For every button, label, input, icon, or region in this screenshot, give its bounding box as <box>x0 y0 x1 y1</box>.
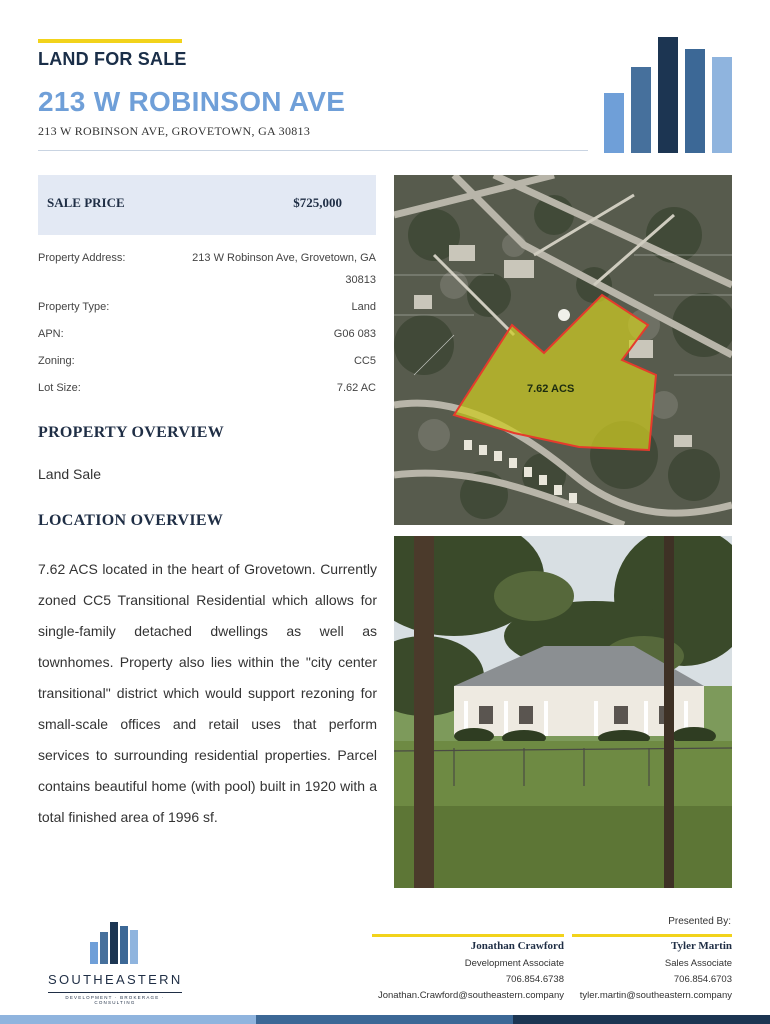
page-subtitle: 213 W ROBINSON AVE, GROVETOWN, GA 30813 <box>38 124 311 138</box>
logo-bar <box>604 93 624 153</box>
sale-price-label: SALE PRICE <box>47 195 125 210</box>
aerial-map-graphic <box>394 175 732 525</box>
sale-price-value: $725,000 <box>293 195 342 210</box>
logo-bar <box>110 922 118 964</box>
logo-bar <box>658 37 678 153</box>
location-overview-heading: LOCATION OVERVIEW <box>38 512 224 529</box>
sale-price-box <box>38 175 376 235</box>
agent-title: Sales Associate <box>664 958 732 969</box>
logo-bar <box>130 930 138 964</box>
agent-email[interactable]: tyler.martin@southeastern.company <box>579 990 732 1001</box>
presented-by-label: Presented By: <box>668 916 731 927</box>
property-type-label: Property Type: <box>38 301 110 313</box>
logo-bar <box>120 926 128 964</box>
logo-bar <box>631 67 651 153</box>
property-photo <box>394 536 732 888</box>
brand-name: SOUTHEASTERN <box>48 972 183 987</box>
logo-bar <box>712 57 732 153</box>
agent-card <box>378 940 564 1004</box>
zoning-label: Zoning: <box>38 355 75 367</box>
apn-label: APN: <box>38 328 64 340</box>
lot-size-label: Lot Size: <box>38 382 81 394</box>
location-overview-text: 7.62 ACS located in the heart of Grovetown. Currently zoned CC5 Transitional Residential which allows for single-family detached dwellings as well as townhomes. Property also lies within the "city center transitional" district which would support rezoning for small-scale offices and retail uses that perform services to surrounding residential properties. Parcel contains beautiful home (with pool) built in 1920 with a total finished area of 1996 sf. <box>38 561 377 825</box>
address-label: Property Address: <box>38 252 126 264</box>
logo-bar <box>685 49 705 153</box>
lot-size-value: 7.62 AC <box>336 382 376 394</box>
band-segment <box>0 1015 256 1024</box>
property-photo-graphic <box>394 536 732 888</box>
page-title: 213 W ROBINSON AVE <box>38 86 346 117</box>
header-accent-rule <box>38 39 182 43</box>
agent-accent-rule <box>372 934 564 937</box>
parcel-acreage-label: 7.62 ACS <box>527 383 575 395</box>
zoning-value: CC5 <box>353 355 376 367</box>
footer-logo-icon <box>90 922 138 964</box>
agent-phone[interactable]: 706.854.6738 <box>505 974 564 985</box>
property-type-value: Land <box>351 301 376 313</box>
property-overview-heading: PROPERTY OVERVIEW <box>38 424 225 441</box>
agent-name: Jonathan Crawford <box>470 940 564 952</box>
band-segment <box>256 1015 513 1024</box>
logo-bar <box>90 942 98 964</box>
brand-logo-icon <box>604 37 732 153</box>
apn-value: G06 083 <box>333 328 376 340</box>
agent-email[interactable]: Jonathan.Crawford@southeastern.company <box>377 990 564 1001</box>
agent-name: Tyler Martin <box>671 940 732 952</box>
address-value: 213 W Robinson Ave, Grovetown, GA 30813 <box>192 252 376 286</box>
agent-title: Development Associate <box>464 958 564 969</box>
agent-phone[interactable]: 706.854.6703 <box>673 974 732 985</box>
footer-color-band <box>0 1015 770 1024</box>
listing-kicker: LAND FOR SALE <box>38 49 187 69</box>
header-divider <box>38 150 588 151</box>
footer-brand-logo <box>48 922 183 1005</box>
agent-card <box>580 940 732 1004</box>
aerial-parcel-map <box>394 175 732 525</box>
logo-bar <box>100 932 108 964</box>
brand-tagline: DEVELOPMENT · BROKERAGE · CONSULTING <box>48 992 182 1005</box>
property-overview-text: Land Sale <box>38 466 102 482</box>
agent-accent-rule <box>572 934 732 937</box>
band-segment <box>513 1015 770 1024</box>
